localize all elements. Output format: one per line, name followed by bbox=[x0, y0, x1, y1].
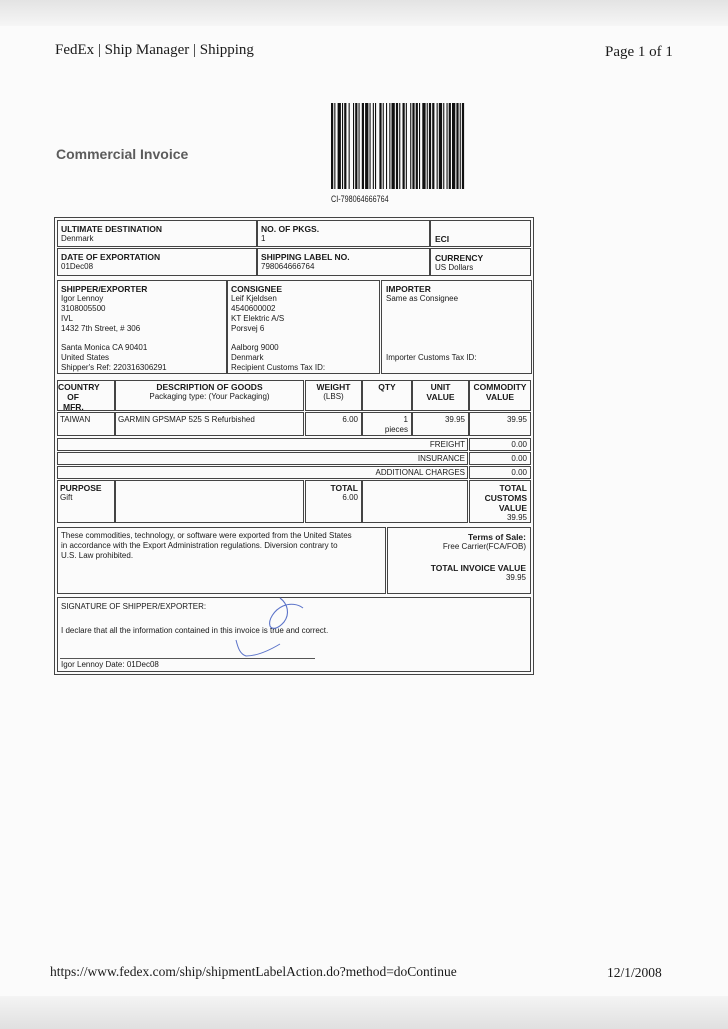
export-note-line-2: in accordance with the Export Administration regulations. Diversion contrary to bbox=[61, 541, 338, 550]
item-qty-unit: pieces bbox=[384, 425, 408, 434]
col-commodity-value bbox=[469, 380, 531, 411]
col-unit-label-1: UNIT bbox=[430, 382, 451, 392]
total-customs-label-1: TOTAL bbox=[499, 483, 527, 493]
total-customs-value: 39.95 bbox=[506, 513, 527, 522]
consignee-tax-id: Recipient Customs Tax ID: bbox=[231, 363, 326, 372]
item-commodity-value-cell bbox=[469, 412, 531, 436]
consignee-name: Leif Kjeldsen bbox=[231, 294, 277, 303]
total-customs-label-2: CUSTOMS bbox=[484, 493, 527, 503]
pkgs-cell bbox=[257, 220, 430, 247]
purpose-cell bbox=[57, 480, 115, 523]
consignee-country: Denmark bbox=[231, 353, 264, 362]
col-packaging-type: Packaging type: (Your Packaging) bbox=[149, 392, 270, 401]
currency-value: US Dollars bbox=[435, 263, 474, 272]
total-weight-value: 6.00 bbox=[342, 493, 358, 502]
col-weight-unit: (LBS) bbox=[323, 392, 344, 401]
additional-value-cell bbox=[469, 466, 531, 479]
col-description-label: DESCRIPTION OF GOODS bbox=[156, 382, 263, 392]
handwritten-signature bbox=[228, 596, 323, 660]
shipping-label-cell bbox=[257, 248, 430, 276]
item-unit-value-cell bbox=[412, 412, 469, 436]
destination-cell bbox=[57, 220, 257, 247]
shipper-name: Igor Lennoy bbox=[61, 294, 104, 303]
shipper-street: 1432 7th Street, # 306 bbox=[61, 324, 141, 333]
print-header-title: FedEx | Ship Manager | Shipping bbox=[55, 42, 254, 58]
total-customs-cell bbox=[469, 480, 531, 523]
scan-top-edge bbox=[0, 0, 728, 26]
page-number: Page 1 of 1 bbox=[605, 44, 673, 60]
shipping-label-label: SHIPPING LABEL NO. bbox=[261, 252, 350, 262]
eci-label: ECI bbox=[435, 234, 450, 244]
consignee-phone: 4540600002 bbox=[231, 304, 276, 313]
col-country-label-3: MFR. bbox=[63, 402, 84, 412]
insurance-value-cell bbox=[469, 452, 531, 465]
shipper-city: Santa Monica CA 90401 bbox=[61, 343, 148, 352]
total-weight-cell bbox=[305, 480, 362, 523]
col-qty-label: QTY bbox=[378, 382, 396, 392]
shipper-phone: 3108005500 bbox=[61, 304, 106, 313]
currency-label: CURRENCY bbox=[435, 253, 484, 263]
consignee-street: Porsvej 6 bbox=[231, 324, 265, 333]
scan-bottom-edge bbox=[0, 996, 728, 1029]
destination-value: Denmark bbox=[61, 234, 94, 243]
importer-label: IMPORTER bbox=[386, 284, 431, 294]
col-country bbox=[57, 380, 115, 411]
totals-blank-cell bbox=[362, 480, 468, 523]
export-date-label: DATE OF EXPORTATION bbox=[61, 252, 161, 262]
item-qty: 1 bbox=[403, 415, 408, 424]
total-invoice-value: 39.95 bbox=[505, 573, 526, 582]
barcode bbox=[331, 103, 521, 189]
additional-charges-value: 0.00 bbox=[511, 468, 527, 477]
consignee-cell bbox=[227, 280, 380, 374]
consignee-company: KT Elektric A/S bbox=[231, 314, 285, 323]
signer-and-date: Igor Lennoy Date: 01Dec08 bbox=[61, 660, 159, 669]
terms-cell bbox=[387, 527, 531, 594]
terms-value: Free Carrier(FCA/FOB) bbox=[442, 542, 526, 551]
item-weight-cell bbox=[305, 412, 362, 436]
freight-value: 0.00 bbox=[511, 440, 527, 449]
declaration-text: I declare that all the information contained in this invoice is true and correct. bbox=[61, 626, 329, 635]
shipping-label-value: 798064666764 bbox=[261, 262, 315, 271]
shipper-company: IVL bbox=[61, 314, 74, 323]
export-note-cell bbox=[57, 527, 386, 594]
purpose-label: PURPOSE bbox=[60, 483, 102, 493]
total-weight-label: TOTAL bbox=[330, 483, 358, 493]
importer-tax-id: Importer Customs Tax ID: bbox=[386, 353, 477, 362]
shipper-country: United States bbox=[61, 353, 110, 362]
item-description-cell bbox=[115, 412, 304, 436]
col-unit-label-2: VALUE bbox=[426, 392, 455, 402]
item-commodity-value: 39.95 bbox=[506, 415, 527, 424]
item-weight: 6.00 bbox=[342, 415, 358, 424]
currency-cell bbox=[430, 248, 531, 276]
item-qty-cell bbox=[362, 412, 412, 436]
pkgs-value: 1 bbox=[261, 234, 266, 243]
col-country-label-2: OF bbox=[67, 392, 79, 402]
importer-value: Same as Consignee bbox=[386, 294, 459, 303]
col-unit-value bbox=[412, 380, 469, 411]
additional-charges-label: ADDITIONAL CHARGES bbox=[375, 468, 465, 477]
eci-cell bbox=[430, 220, 531, 247]
item-country-cell bbox=[57, 412, 115, 436]
importer-cell bbox=[381, 280, 532, 374]
export-note-line-1: These commodities, technology, or software were exported from the United States bbox=[61, 531, 352, 540]
terms-label: Terms of Sale: bbox=[468, 532, 526, 542]
total-customs-label-3: VALUE bbox=[498, 503, 527, 513]
freight-value-cell bbox=[469, 438, 531, 451]
print-date: 12/1/2008 bbox=[607, 965, 662, 980]
total-invoice-label: TOTAL INVOICE VALUE bbox=[430, 563, 526, 573]
col-weight-label: WEIGHT bbox=[316, 382, 351, 392]
item-country: TAIWAN bbox=[60, 415, 91, 424]
col-weight bbox=[305, 380, 362, 411]
col-commodity-label-2: VALUE bbox=[485, 392, 515, 402]
consignee-city: Aalborg 9000 bbox=[231, 343, 279, 352]
insurance-label: INSURANCE bbox=[417, 454, 465, 463]
col-country-label-1: COUNTRY bbox=[58, 382, 100, 392]
pkgs-label: NO. OF PKGS. bbox=[261, 224, 320, 234]
col-description bbox=[115, 380, 304, 411]
barcode-number: CI-798064666764 bbox=[331, 194, 389, 204]
page-url: https://www.fedex.com/ship/shipmentLabelAction.do?method=doContinue bbox=[50, 964, 457, 979]
export-note-line-3: U.S. Law prohibited. bbox=[61, 551, 134, 560]
insurance-value: 0.00 bbox=[511, 454, 527, 463]
item-unit-value: 39.95 bbox=[444, 415, 465, 424]
col-commodity-label-1: COMMODITY bbox=[473, 382, 527, 392]
export-date-cell bbox=[57, 248, 257, 276]
consignee-label: CONSIGNEE bbox=[231, 284, 283, 294]
shipper-ref: Shipper's Ref: 220316306291 bbox=[61, 363, 167, 372]
purpose-value: Gift bbox=[60, 493, 73, 502]
shipper-label: SHIPPER/EXPORTER bbox=[61, 284, 148, 294]
freight-label-cell bbox=[57, 438, 468, 451]
col-qty bbox=[362, 380, 412, 411]
document-title: Commercial Invoice bbox=[56, 146, 189, 162]
purpose-blank-cell bbox=[115, 480, 304, 523]
signature-label: SIGNATURE OF SHIPPER/EXPORTER: bbox=[61, 602, 207, 611]
additional-label-cell bbox=[57, 466, 468, 479]
export-date-value: 01Dec08 bbox=[61, 262, 94, 271]
shipper-cell bbox=[57, 280, 227, 374]
insurance-label-cell bbox=[57, 452, 468, 465]
destination-label: ULTIMATE DESTINATION bbox=[61, 224, 163, 234]
item-description: GARMIN GPSMAP 525 S Refurbished bbox=[118, 415, 255, 424]
freight-label: FREIGHT bbox=[429, 440, 465, 449]
